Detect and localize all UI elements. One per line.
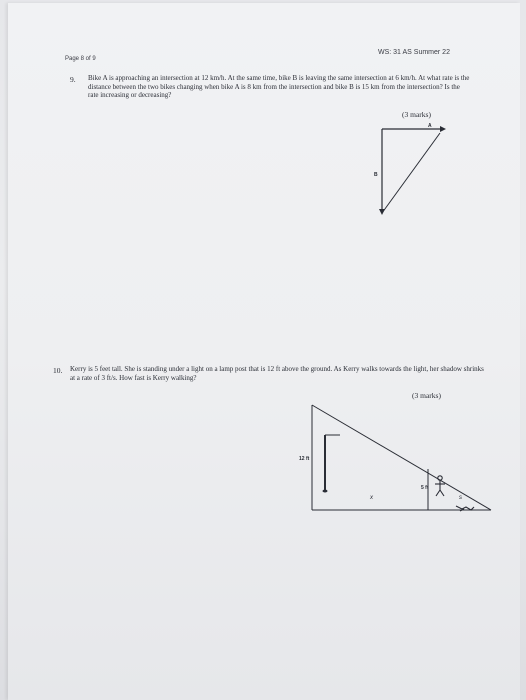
label-x: x	[370, 495, 373, 501]
label-kerry-height: 5 ft	[421, 485, 429, 491]
question-9-text: Bike A is approaching an intersection at 12 km/h. At the same time, bike B is leaving the same intersection at 6 km/h. At what rate is the distance between the two bikes changing when bike A is 8 km from the intersection and bike B is 15 km from the intersection? Is the rate increasing or decreasing?	[88, 74, 470, 100]
course-header: WS: 31 AS Summer 22	[378, 49, 450, 56]
question-10-marks: (3 marks)	[412, 391, 441, 400]
light-ray	[312, 405, 491, 510]
label-bike-a: A	[428, 123, 432, 129]
question-10-diagram	[8, 3, 520, 700]
document-page	[8, 3, 520, 700]
question-10-text: Kerry is 5 feet tall. She is standing under a light on a lamp post that is 12 ft above the ground. As Kerry walks towards the light, her shadow shrinks at a rate of 3 ft/s. How fast is Kerry walking?	[70, 365, 484, 382]
lamp-base	[323, 490, 328, 493]
label-bike-b: B	[374, 172, 378, 178]
page-number: Page 8 of 9	[65, 56, 96, 62]
question-9-marks: (3 marks)	[402, 110, 431, 119]
kerry-figure-icon	[435, 476, 445, 496]
label-post-height: 12 ft	[299, 456, 310, 462]
label-s: s	[459, 495, 462, 501]
question-10-number: 10.	[53, 366, 63, 375]
question-9-number: 9.	[70, 75, 76, 84]
